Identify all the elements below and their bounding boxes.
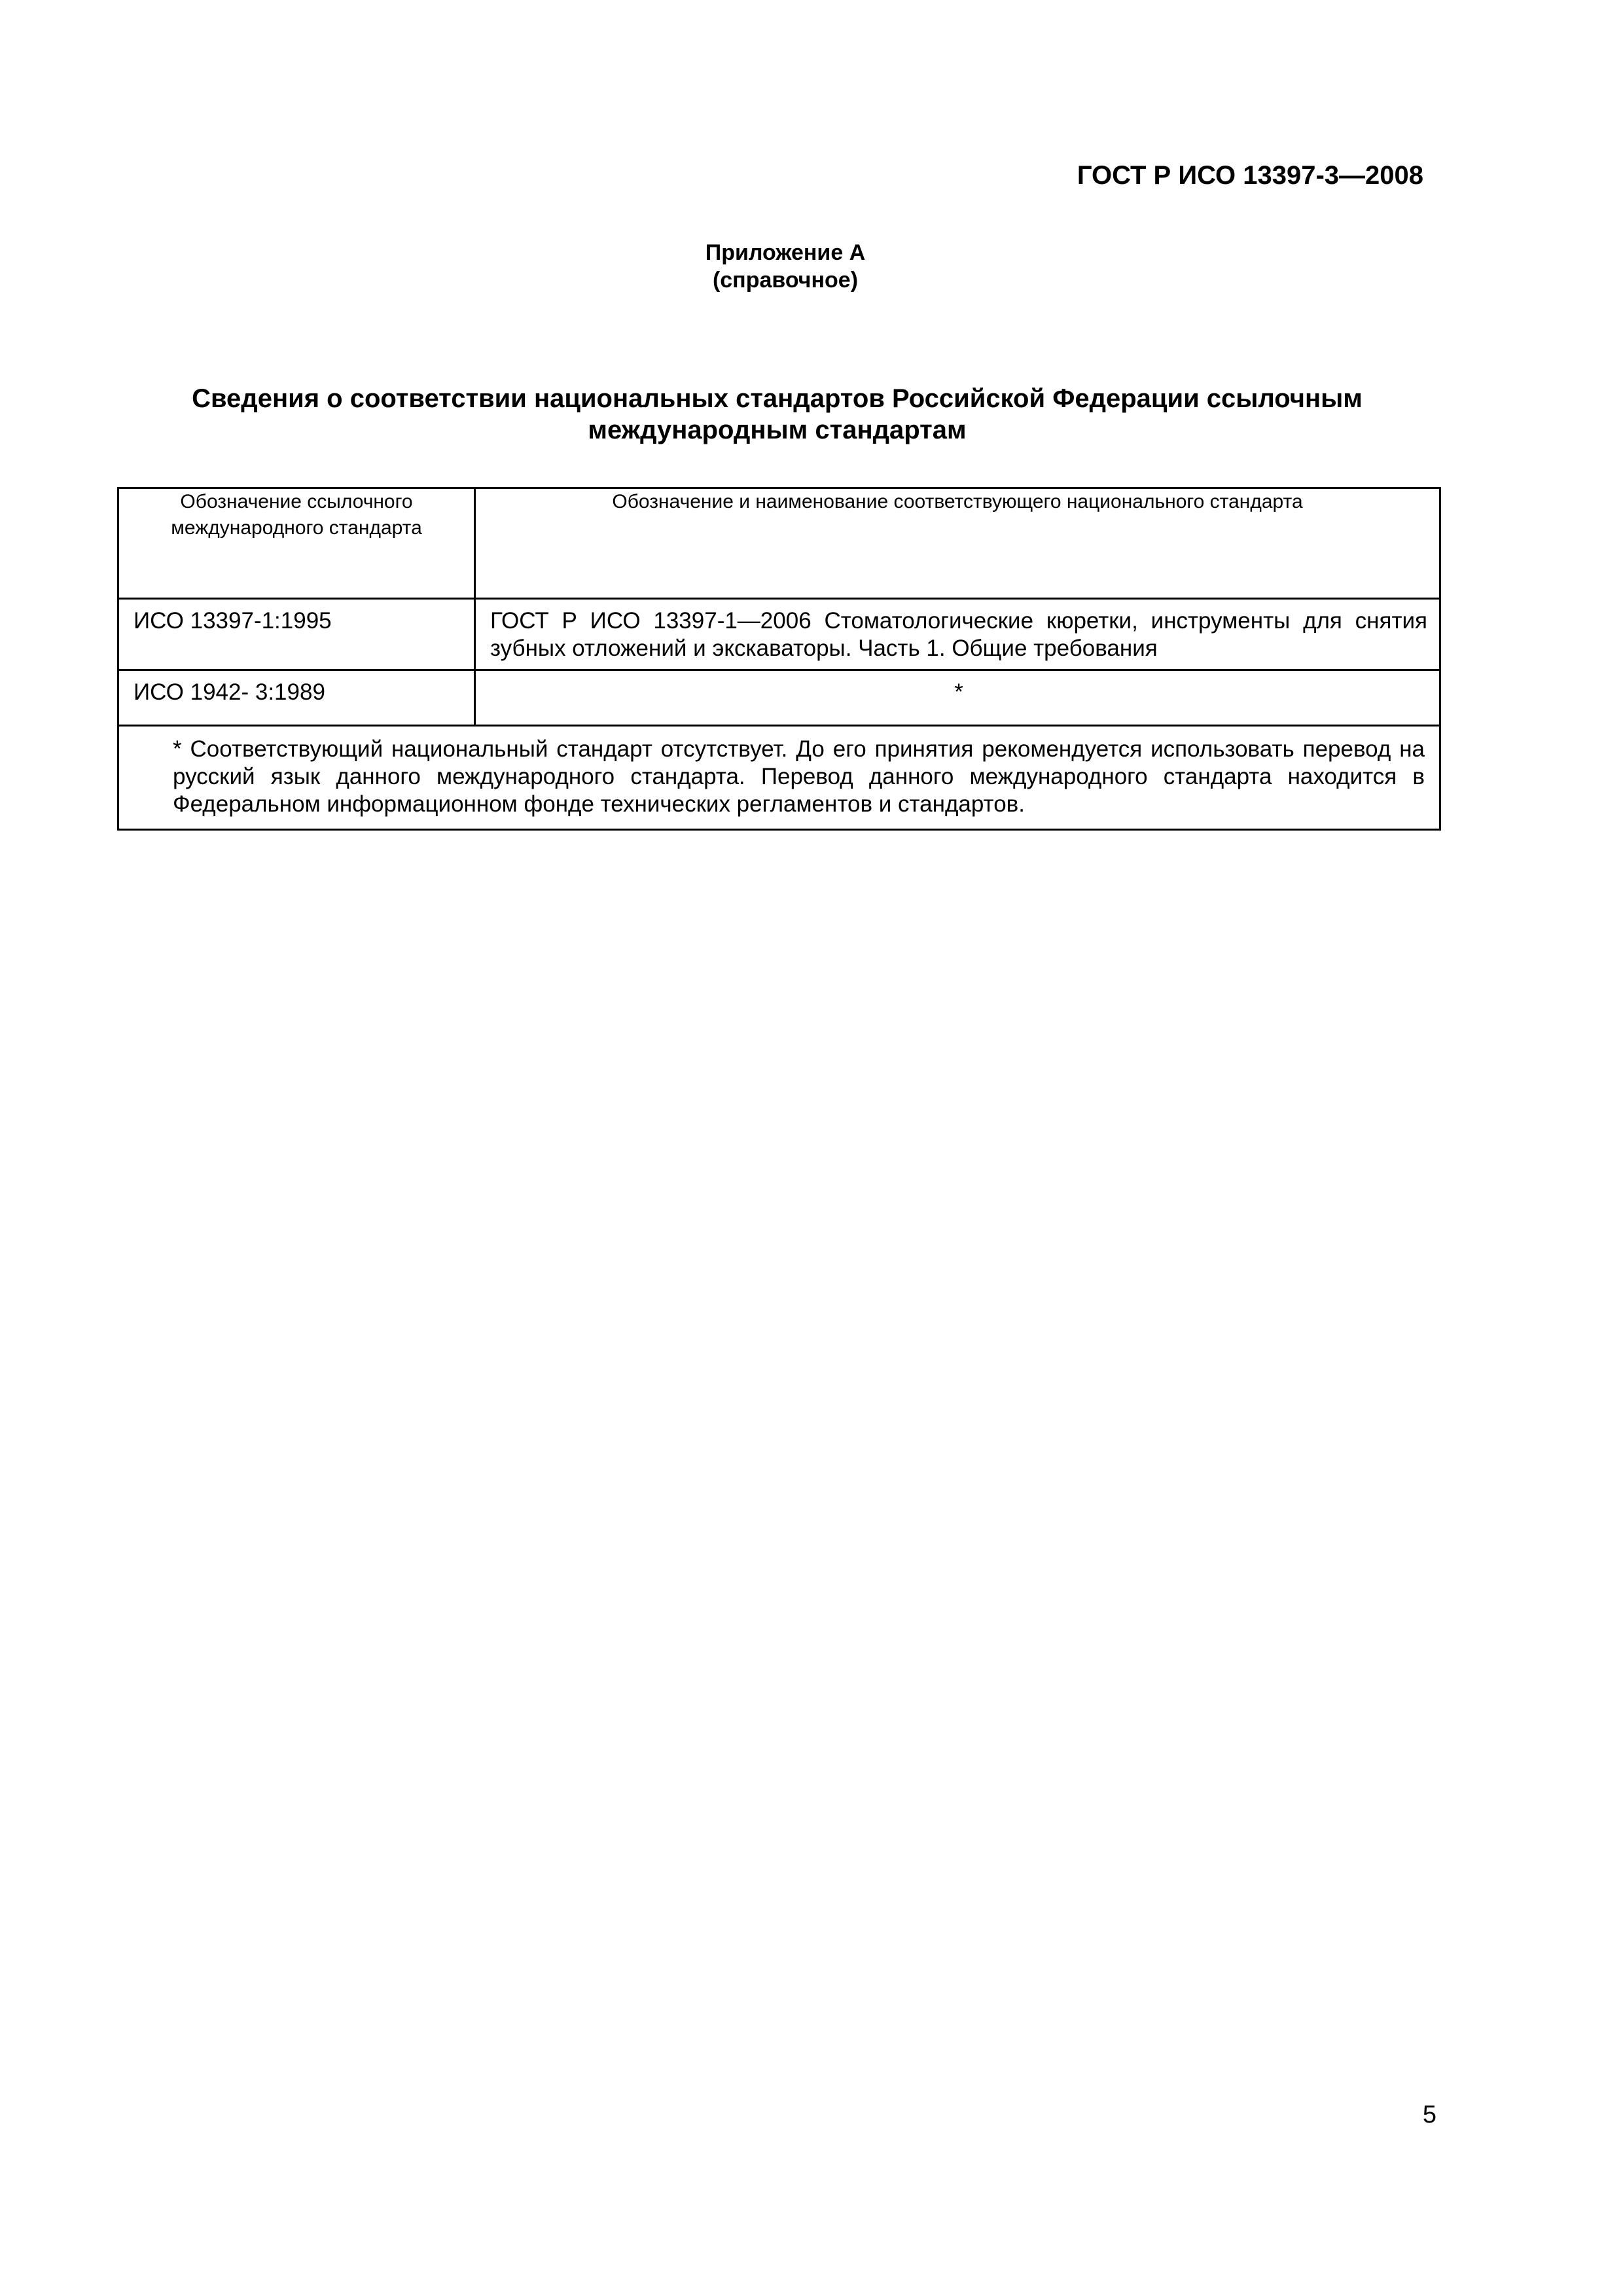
annex-title: Приложение А (705, 240, 866, 265)
national-standard-cell: * (475, 670, 1440, 726)
annex-subtitle: (справочное) (712, 268, 859, 293)
international-standard-cell: ИСО 1942- 3:1989 (118, 670, 475, 726)
standards-correspondence-table (117, 487, 1441, 831)
section-title-line2: международным стандартам (588, 416, 967, 444)
national-standard-cell: ГОСТ Р ИСО 13397-1—2006 Стоматологические кюретки, инструменты для снятия зубных отложений и экскаваторы. Часть 1. Общие требования (475, 599, 1440, 670)
column-header-national: Обозначение и наименование соответствующего национального стандарта (475, 488, 1440, 599)
table-header-row (118, 488, 1440, 599)
column-header-international: Обозначение ссылочного международного стандарта (118, 488, 475, 599)
document-code: ГОСТ Р ИСО 13397-3—2008 (1077, 161, 1423, 190)
page-number: 5 (1422, 2101, 1436, 2128)
table-footnote (118, 726, 1440, 830)
section-title-line1: Сведения о соответствии национальных стандартов Российской Федерации ссылочным (192, 384, 1363, 413)
table-footnote-row (118, 726, 1440, 830)
annex-heading (681, 239, 890, 294)
international-standard-cell: ИСО 13397-1:1995 (118, 599, 475, 670)
table-row (118, 670, 1440, 726)
section-title (115, 383, 1440, 446)
footnote-text: * Соответствующий национальный стандарт отсутствует. До его принятия рекомендуется использовать перевод на русский язык данного международного стандарта. Перевод данного международного стандарта находится в Федеральном информационном фонде технических регламентов и стандартов. (173, 736, 1425, 817)
table-row (118, 599, 1440, 670)
